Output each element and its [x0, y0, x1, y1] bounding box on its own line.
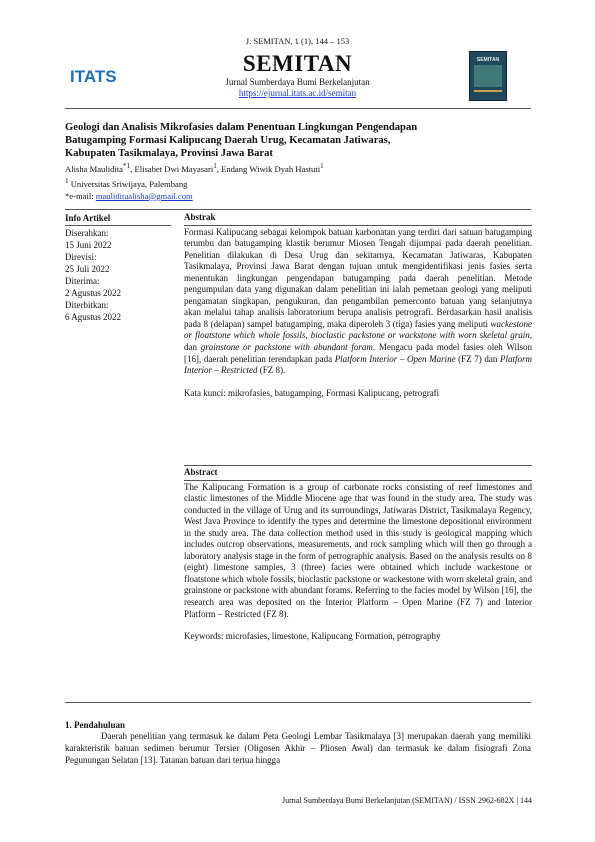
author-marker: 1: [320, 162, 324, 170]
abstrak-text: [184, 227, 532, 377]
journal-url-link[interactable]: https://ejurnal.itats.ac.id/semitan: [238, 88, 357, 98]
title-line: Kabupaten Tasikmalaya, Provinsi Jawa Barat: [65, 148, 273, 159]
abstrak-italic: wackestone or floatstone which whole fossils: [184, 318, 532, 341]
info-item: Diserahkan:: [65, 228, 109, 238]
abstrak-heading: Abstrak: [184, 212, 216, 222]
abstrak-text-part: . Mengacu pada model fasies oleh Wilson [16], daerah penelitian terendapkan pada: [184, 342, 532, 364]
logo-text: ITATS: [70, 67, 117, 86]
abstract-text: The Kalipucang Formation is a group of carbonate rocks consisting of reef limestones and clastic limestones of the Middle Miocene age that was found in the study area. The study was conducted in the village of Urug and its surroundings, Jatiwaras District, Tasikmalaya Regency, West Java Province to identify the types and determine the limestone depositional environment in the study area. The data collection method used in this study is geological mapping which includes outcrop observations, measurements, and rock sampling which will then go through a laboratory analysis stage in the form of petrographic analysis. Based on the analysis results on 8 (eight) limestone samples, 3 (three) facies were obtained which include wackestone or floatstone which whole fossils, bioclastic packstone or wackestone with worn skeletal grain, and grainstone or packstone with abundant forams. Referring to the facies model by Wilson [16], the research area was deposited on the Interior Platform – Open Marine (FZ 7) and Interior Platform – Restricted (FZ 8).: [184, 481, 532, 619]
author-line: [65, 160, 535, 175]
info-item: 2 Agustus 2022: [65, 288, 122, 298]
abstrak-text-part: , dan: [184, 330, 532, 353]
abstrak-italic: bioclastic packstone or wackstone with worn skeletal grain: [310, 330, 530, 341]
info-item: 15 Juni 2022: [65, 240, 112, 250]
article-info-heading: Info Artikel: [65, 213, 111, 223]
author-name: , Elisabet Dwi Mayasari: [130, 163, 214, 174]
abstrak-section: [184, 212, 532, 399]
affiliation-marker: 1: [65, 176, 69, 185]
journal-cover-thumbnail: [469, 51, 507, 101]
author-name: Alisha Maulidita: [65, 163, 123, 174]
article-info: [65, 212, 175, 323]
introduction-text: Daerah penelitian yang termasuk ke dalam Peta Geologi Lembar Tasikmalaya [3] merupakan daerah yang memiliki karakteristik batuan sedimen berumur Tersier (Oligosen Akhir – Pliosen Awal) dan termasuk ke dalam fisiografi Zona Pegunungan Selatan [13]. Tatanan batuan dari tertua hingga: [65, 731, 531, 765]
info-item: Direvisi:: [65, 252, 97, 262]
affiliation-line: [65, 175, 535, 190]
author-name: , Endang Wiwik Dyah Hastuti: [216, 163, 321, 174]
cover-band: [474, 65, 502, 87]
page-footer: Jurnal Sumberdaya Bumi Berkelanjutan (SEMITAN) / ISSN 2962-682X | 144: [281, 796, 532, 805]
article-title: [65, 121, 535, 160]
abstract-rule-top: [184, 465, 532, 466]
title-line: Geologi dan Analisis Mikrofasies dalam Penentuan Lingkungan Pengendapan: [65, 122, 418, 133]
abstrak-text-part: Formasi Kalipucang sebagai kelompok batuan karbonatan yang terdiri dari satuan batugamping terumbu dan batugamping klastik berumur Miosen Tengah dijumpai pada daerah penelitian. Penelitian dilakukan di Desa Urug dan sekitarnya, Kecamatan Jatiwaras, Kabupaten Tasikmalaya, Provinsi Jawa Barat dengan tujuan untuk mengidentifikasi jenis fasies serta menentukan lingkungan pengendapan batugamping pada daerah penelitian. Metode pengumpulan data yang digunakan dalam penelitian ini ialah pemetaan geologi yang meliputi pengamatan singkapan, pengukuran, dan pengambilan pemerconto batuan yang selanjutnya akan melalui tahap analisis laboratorium berupa analisis petrografi. Berdasarkan hasil analisis pada 8 (delapan) sampel batugamping, maka diperoleh 3 (tiga) fasies yang meliputi: [184, 226, 532, 329]
info-rule: [65, 225, 171, 226]
journal-title: SEMITAN: [242, 51, 353, 76]
abstrak-text-part: (FZ 8).: [257, 365, 286, 376]
introduction-paragraph: [65, 731, 531, 767]
info-item: 25 Juli 2022: [65, 264, 110, 274]
running-head: J. SEMITAN, 1 (1), 144 – 153: [245, 36, 350, 46]
itats-logo: [70, 66, 128, 86]
email-link[interactable]: mauliditaalisha@gmail.com: [95, 190, 193, 201]
info-item: Diterima:: [65, 276, 100, 286]
abstrak-italic: Platform Interior – Open Marine: [334, 353, 456, 364]
info-item: 6 Agustus 2022: [65, 312, 122, 322]
affiliation: Universitas Sriwijaya, Palembang: [68, 178, 188, 189]
info-item: Diterbitkan:: [65, 300, 109, 310]
section-heading-introduction: 1. Pendahuluan: [65, 720, 126, 730]
abstract-heading: Abstract: [184, 467, 218, 477]
abstract-top-rule: [65, 209, 531, 210]
title-line: Batugamping Formasi Kalipucang Daerah Urug, Kecamatan Jatiwaras,: [65, 135, 391, 146]
author-marker: 1: [213, 162, 217, 170]
cover-label: SEMITAN: [476, 57, 500, 63]
abstract-rule: [184, 480, 532, 481]
author-marker: *1: [123, 162, 131, 170]
journal-masthead: [185, 50, 410, 99]
abstract-keywords: Keywords: microfasies, limestone, Kalipucang Formation, petrography: [184, 631, 441, 642]
journal-subtitle: Jurnal Sumberdaya Bumi Berkelanjutan: [225, 77, 370, 87]
abstrak-keywords: Kata kunci: mikrofasies, batugamping, Formasi Kalipucang, petrografi: [184, 387, 440, 398]
abstract-bottom-rule: [65, 702, 531, 703]
abstract-section: [184, 465, 532, 643]
author-block: [65, 160, 535, 202]
abstrak-text-part: (FZ 7) dan: [455, 353, 500, 364]
abstrak-italic: grainstone or packstone with abundant foram: [200, 342, 373, 353]
abstrak-text-part: ,: [305, 330, 311, 341]
email-label: *e-mail:: [65, 190, 96, 201]
cover-stripe: [474, 90, 502, 92]
header-divider: [65, 108, 531, 109]
email-line: [65, 190, 535, 202]
abstrak-rule: [184, 225, 532, 226]
abstrak-italic: Platform Interior – Restricted: [184, 353, 532, 376]
